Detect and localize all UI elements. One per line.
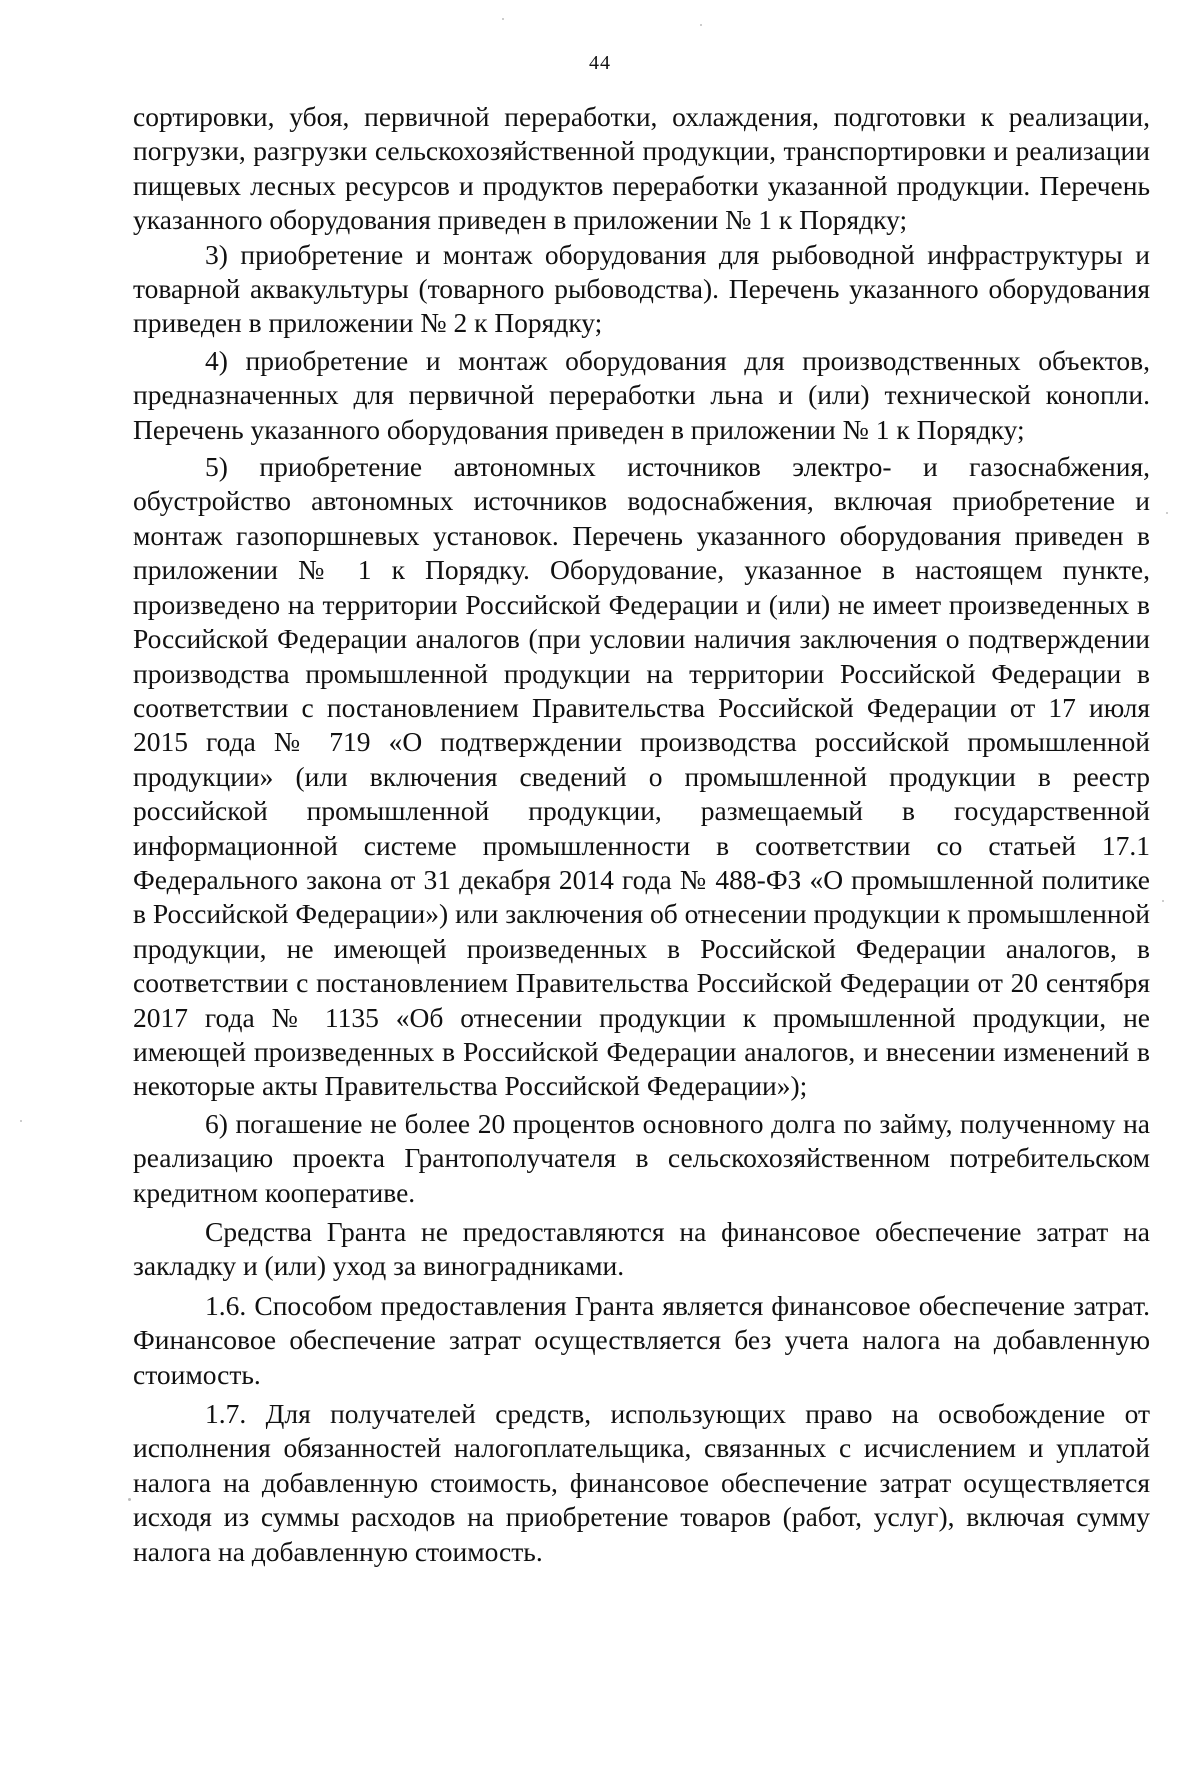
scan-speck: [502, 18, 504, 20]
page-number: 44: [589, 52, 611, 74]
paragraph-item-6: 6) погашение не более 20 процентов основного долга по займу, полученному на реализацию проекта Грантополучателя в сельскохозяйственном потребительском кредитном кооперативе.: [133, 1107, 1150, 1208]
paragraph-item-5: 5) приобретение автономных источников электро- и газоснабжения, обустройство автономных источников водоснабжения, включая приобретение и монтаж газопоршневых установок. Перечень указанного оборудования приведен в приложении № 1 к Порядку. Оборудование, указанное в настоящем пункте, произведено на территории Российской Федерации и (или) не имеет произведенных в Российской Федерации аналогов (при условии наличия заключения о подтверждении производства промышленной продукции на территории Российской Федерации в соответствии с постановлением Правительства Российской Федерации от 17 июля 2015 года № 719 «О подтверждении производства российской промышленной продукции» (или включения сведений о промышленной продукции в реестр российской промышленной продукции, размещаемый в государственной информационной системе промышленности в соответствии со статьей 17.1 Федерального закона от 31 декабря 2014 года № 488-ФЗ «О промышленной политике в Российской Федерации») или заключения об отнесении продукции к промышленной продукции, не имеющей произведенных в Российской Федерации аналогов, в соответствии с постановлением Правительства Российской Федерации от 20 сентября 2017 года № 1135 «Об отнесении продукции к промышленной продукции, не имеющей произведенных в Российской Федерации аналогов, и внесении изменений в некоторые акты Правительства Российской Федерации»);: [133, 451, 1150, 1102]
document-body: [133, 100, 1150, 1569]
paragraph-grant-exclusion: Средства Гранта не предоставляются на финансовое обеспечение затрат на закладку и (или) уход за виноградниками.: [133, 1216, 1150, 1282]
scan-speck: [1166, 512, 1168, 514]
scan-speck: [700, 24, 702, 26]
scan-speck: [128, 1498, 131, 1501]
scan-speck: [1162, 900, 1164, 902]
scan-speck: [20, 1120, 22, 1122]
paragraph-section-1-7: 1.7. Для получателей средств, использующих право на освобождение от исполнения обязанностей налогоплательщика, связанных с исчислением и уплатой налога на добавленную стоимость, финансовое обеспечение затрат осуществляется исходя из суммы расходов на приобретение товаров (работ, услуг), включая сумму налога на добавленную стоимость.: [133, 1398, 1150, 1567]
paragraph-item-4: 4) приобретение и монтаж оборудования для производственных объектов, предназначенных для первичной переработки льна и (или) технической конопли. Перечень указанного оборудования приведен в приложении № 1 к Порядку;: [133, 344, 1150, 445]
paragraph-continuation: сортировки, убоя, первичной переработки, охлаждения, подготовки к реализации, погрузки, разгрузки сельскохозяйственной продукции, транспортировки и реализации пищевых лесных ресурсов и продуктов переработки указанной продукции. Перечень указанного оборудования приведен в приложении № 1 к Порядку;: [133, 101, 1150, 236]
paragraph-section-1-6: 1.6. Способом предоставления Гранта является финансовое обеспечение затрат. Финансовое обеспечение затрат осуществляется без учета налога на добавленную стоимость.: [133, 1289, 1150, 1390]
paragraph-item-3: 3) приобретение и монтаж оборудования для рыбоводной инфраструктуры и товарной аквакультуры (товарного рыбоводства). Перечень указанного оборудования приведен в приложении № 2 к Порядку;: [133, 238, 1150, 339]
